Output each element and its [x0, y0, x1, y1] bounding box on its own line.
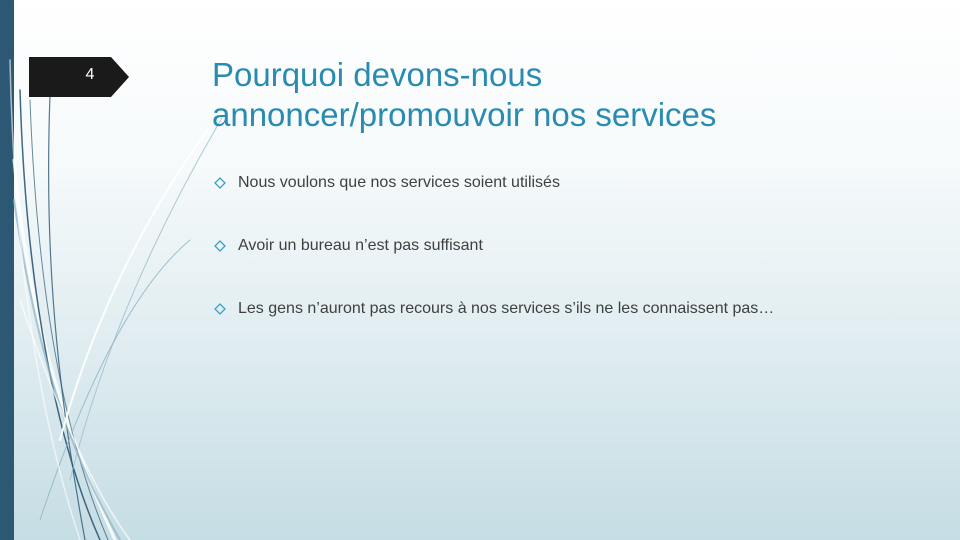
bullet-text: Avoir un bureau n’est pas suffisant: [238, 237, 483, 254]
slide-title: [212, 55, 912, 135]
bullet-item: [214, 166, 934, 200]
bullet-text: Les gens n’auront pas recours à nos services s’ils ne les connaissent pas…: [238, 300, 775, 317]
slide-title-line-2: annoncer/promouvoir nos services: [212, 96, 717, 133]
bullet-item: [214, 292, 934, 326]
bullet-text: Nous voulons que nos services soient utilisés: [238, 174, 560, 191]
diamond-bullet-icon: [214, 240, 226, 252]
diamond-bullet-icon: [214, 177, 226, 189]
slide-title-line-1: Pourquoi devons-nous: [212, 56, 543, 93]
bullet-item: [214, 229, 934, 263]
diamond-bullet-icon: [214, 303, 226, 315]
bullet-list: [214, 166, 934, 326]
slide-number: 4: [85, 66, 95, 83]
